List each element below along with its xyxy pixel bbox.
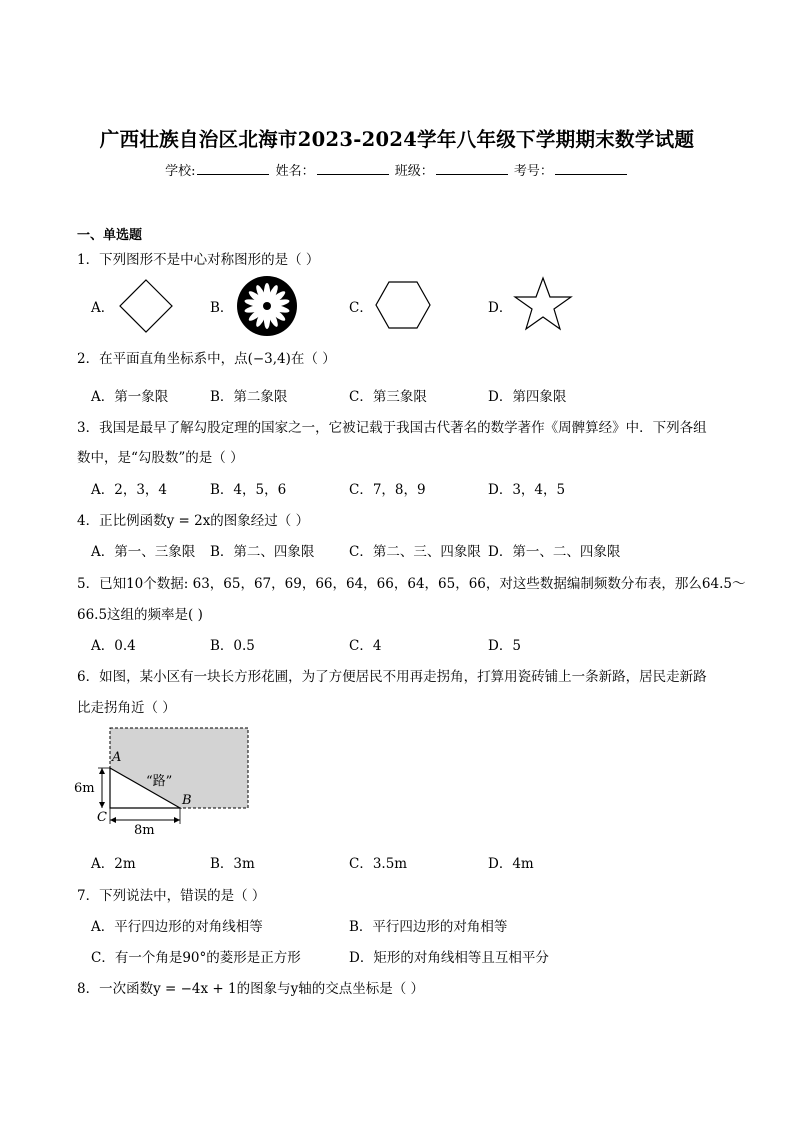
q5-option-a: A．0.4	[91, 638, 136, 654]
q2-stem: 2．在平面直角坐标系中，点(−3,4)在（ ）	[77, 351, 336, 367]
q6-option-c: C．3.5m	[349, 856, 408, 872]
q5-option-c: C．4	[349, 638, 382, 654]
q1-option-a-label: A．	[91, 300, 115, 316]
q3-stem-line1: 3．我国是最早了解勾股定理的国家之一，它被记载于我国古代著名的数学著作《周髀算经》中．下列各组	[77, 420, 707, 436]
q3-option-c: C．7，8，9	[349, 482, 426, 498]
school-label: 学校:	[165, 164, 196, 179]
student-info-line	[0, 160, 794, 179]
q7-option-b: B．平行四边形的对角相等	[349, 919, 508, 935]
section-heading: 一、单选题	[77, 228, 143, 243]
q3-stem-line2: 数中，是“勾股数”的是（ ）	[77, 450, 244, 466]
q4-option-a: A．第一、三象限	[91, 544, 196, 560]
q6-option-d: D．4m	[488, 856, 534, 872]
hexagon-icon	[374, 280, 432, 330]
school-blank	[197, 162, 269, 175]
name-label: 姓名：	[275, 164, 315, 179]
q3-option-d: D．3，4，5	[488, 482, 566, 498]
exam-no-label: 考号：	[513, 164, 553, 179]
q1-stem: 1．下列图形不是中心对称图形的是（ ）	[77, 252, 320, 268]
q1-option-d-label: D．	[488, 300, 513, 316]
q3-option-a: A．2，3，4	[91, 482, 168, 498]
q2-option-c: C．第三象限	[349, 389, 427, 405]
point-b-label: B	[182, 793, 192, 808]
q7-stem: 7．下列说法中，错误的是（ ）	[77, 888, 266, 904]
q1-option-c-label: C．	[349, 300, 373, 316]
q6-option-a: A．2m	[91, 856, 136, 872]
class-label: 班级：	[394, 164, 434, 179]
name-blank	[317, 162, 389, 175]
q7-option-a: A．平行四边形的对角线相等	[91, 919, 263, 935]
q4-option-c: C．第二、三、四象限	[349, 544, 481, 560]
q4-option-d: D．第一、二、四象限	[488, 544, 621, 560]
q5-stem-line2: 66.5这组的频率是( )	[77, 607, 203, 623]
q5-option-b: B．0.5	[210, 638, 255, 654]
q5-option-d: D．5	[488, 638, 521, 654]
height-label: 6m	[74, 781, 95, 796]
class-blank	[436, 162, 508, 175]
q6-stem-line2: 比走拐角近（ ）	[77, 700, 176, 716]
q6-stem-line1: 6．如图，某小区有一块长方形花圃，为了方便居民不用再走拐角，打算用瓷砖铺上一条新路，居民走新路	[77, 669, 707, 685]
q5-stem-line1: 5．已知10个数据: 63，65，67，69，66，64，66，64，65，66，对这些数据编制频数分布表，那么64.5～	[77, 576, 746, 592]
q6-option-b: B．3m	[210, 856, 255, 872]
square-diamond-icon	[118, 278, 174, 334]
star-icon	[513, 276, 573, 332]
point-a-label: A	[112, 750, 122, 765]
q2-option-a: A．第一象限	[91, 389, 169, 405]
q7-option-d: D．矩形的对角线相等且互相平分	[349, 950, 549, 966]
chrysanthemum-disc-icon	[236, 275, 298, 337]
q7-option-c: C．有一个角是90°的菱形是正方形	[91, 950, 301, 966]
q2-option-d: D．第四象限	[488, 389, 567, 405]
exam-no-blank	[555, 162, 627, 175]
q2-option-b: B．第二象限	[210, 389, 288, 405]
q4-option-b: B．第二、四象限	[210, 544, 315, 560]
q3-option-b: B．4，5，6	[210, 482, 287, 498]
road-label: “路”	[146, 774, 173, 789]
q4-stem: 4．正比例函数y = 2x的图象经过（ ）	[77, 513, 310, 529]
point-c-label: C	[97, 810, 107, 825]
width-label: 8m	[134, 823, 155, 838]
q1-option-b-label: B．	[210, 300, 234, 316]
q8-stem: 8．一次函数y = −4x + 1的图象与y轴的交点坐标是（ ）	[77, 981, 425, 997]
page-title: 广西壮族自治区北海市2023-2024学年八年级下学期期末数学试题	[99, 128, 695, 151]
